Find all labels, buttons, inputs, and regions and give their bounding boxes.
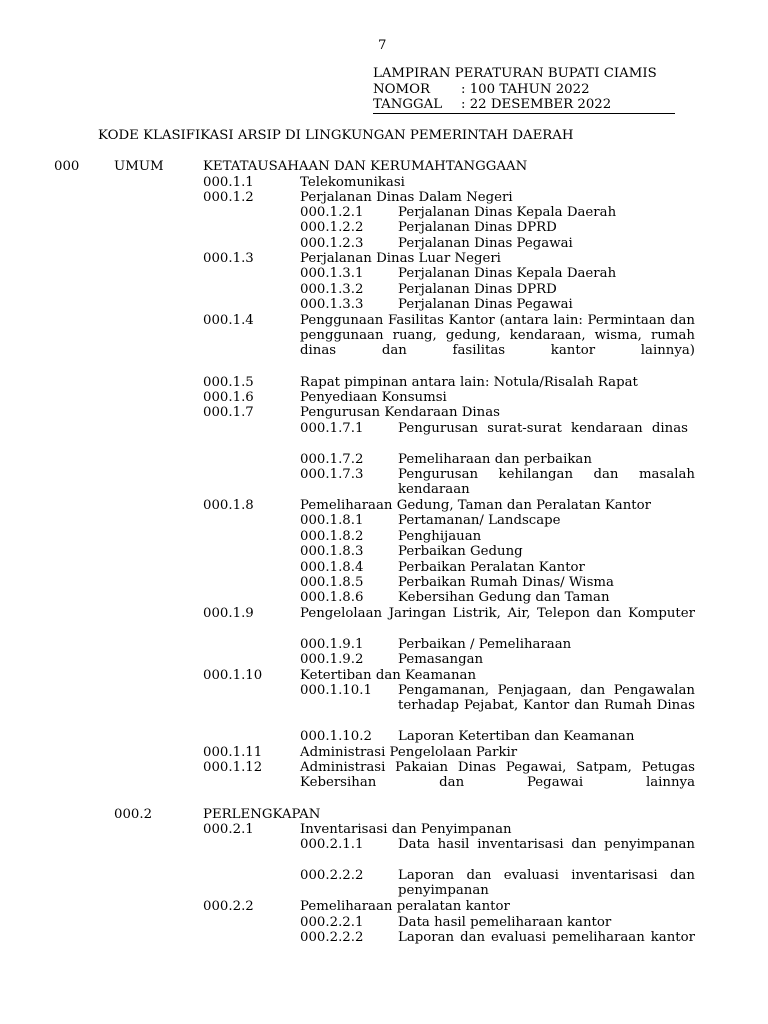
- entry-code: 000.1.2.1: [300, 205, 364, 220]
- entry-code: 000.1.6: [203, 390, 254, 405]
- entry-text: Kebersihan Gedung dan Taman: [398, 590, 610, 605]
- header-underline: [373, 113, 675, 114]
- entry-text: Perjalanan Dinas Kepala Daerah: [398, 266, 617, 281]
- entry-code: 000.1.8.1: [300, 513, 364, 528]
- entry-text: Inventarisasi dan Penyimpanan: [300, 822, 512, 837]
- header-nomor-value: : 100 TAHUN 2022: [461, 82, 590, 97]
- entry-code: 000.1.8.5: [300, 575, 364, 590]
- entry-code: 000.2.1: [203, 822, 254, 837]
- entry-text: Penghijauan: [398, 529, 482, 544]
- entry-code: 000.1.11: [203, 745, 263, 760]
- entry-text: Administrasi Pengelolaan Parkir: [300, 745, 518, 760]
- entry-text: Laporan Ketertiban dan Keamanan: [398, 729, 635, 744]
- entry-code: 000.1.2: [203, 190, 254, 205]
- entry-code: 000.1.5: [203, 375, 254, 390]
- main-code: 000: [54, 159, 80, 174]
- entry-text: Penyediaan Konsumsi: [300, 390, 447, 405]
- entry-code: 000.1.8.2: [300, 529, 364, 544]
- main-sub-heading: KETATAUSAHAAN DAN KERUMAHTANGGAAN: [203, 159, 528, 174]
- entry-text: Perjalanan Dinas Dalam Negeri: [300, 190, 513, 205]
- section-heading: PERLENGKAPAN: [203, 807, 321, 822]
- entry-text: Administrasi Pakaian Dinas Pegawai, Satpam, Petugas Kebersihan dan Pegawai lainnya: [300, 760, 695, 790]
- entry-code: 000.1.7.1: [300, 421, 364, 436]
- entry-text: Pengurusan Kendaraan Dinas: [300, 405, 500, 420]
- entry-code: 000.1.3.1: [300, 266, 364, 281]
- entry-text: Perbaikan Peralatan Kantor: [398, 560, 585, 575]
- entry-code: 000.1.7.2: [300, 452, 364, 467]
- entry-code: 000.1.8.3: [300, 544, 364, 559]
- entry-text: Telekomunikasi: [300, 175, 405, 190]
- entry-code: 000.1.10.2: [300, 729, 372, 744]
- entry-code: 000.1.7: [203, 405, 254, 420]
- entry-text: Pemeliharaan peralatan kantor: [300, 899, 510, 914]
- entry-code: 000.1.3: [203, 251, 254, 266]
- entry-code: 000.2.2.1: [300, 915, 364, 930]
- entry-text: Pengelolaan Jaringan Listrik, Air, Telepon dan Komputer: [300, 606, 695, 621]
- section-code: 000.2: [114, 807, 153, 822]
- header-tanggal-value: : 22 DESEMBER 2022: [461, 97, 612, 112]
- entry-text: Perbaikan Rumah Dinas/ Wisma: [398, 575, 614, 590]
- entry-text: Perjalanan Dinas Pegawai: [398, 236, 573, 251]
- entry-code: 000.1.1: [203, 175, 254, 190]
- entry-text: Ketertiban dan Keamanan: [300, 668, 477, 683]
- entry-text: Perjalanan Dinas DPRD: [398, 220, 557, 235]
- entry-code: 000.1.9: [203, 606, 254, 621]
- entry-code: 000.1.3.3: [300, 297, 364, 312]
- entry-text: Pemeliharaan Gedung, Taman dan Peralatan Kantor: [300, 498, 651, 513]
- header-nomor-label: NOMOR: [373, 82, 431, 97]
- entry-code: 000.1.7.3: [300, 467, 364, 482]
- entry-code: 000.2.2.2: [300, 930, 364, 945]
- entry-code: 000.1.9.1: [300, 637, 364, 652]
- entry-code: 000.1.12: [203, 760, 263, 775]
- page-number: 7: [378, 38, 387, 53]
- entry-text: Pengurusan kehilangan dan masalah kendaraan: [398, 467, 695, 497]
- header-tanggal-label: TANGGAL: [373, 97, 443, 112]
- entry-code: 000.1.9.2: [300, 652, 364, 667]
- entry-code: 000.1.10: [203, 668, 263, 683]
- entry-text: Penggunaan Fasilitas Kantor (antara lain: Permintaan dan penggunaan ruang, gedung, kendaraan, wisma, rumah dinas dan fasilitas kantor lainnya): [300, 313, 695, 358]
- entry-text: Perbaikan Gedung: [398, 544, 523, 559]
- entry-text: Perjalanan Dinas Luar Negeri: [300, 251, 501, 266]
- entry-text: Laporan dan evaluasi inventarisasi dan penyimpanan: [398, 868, 695, 898]
- entry-code: 000.1.8.6: [300, 590, 364, 605]
- entry-text: Pengurusan surat-surat kendaraan dinas: [398, 421, 688, 436]
- entry-text: Perjalanan Dinas Kepala Daerah: [398, 205, 617, 220]
- entry-code: 000.1.2.3: [300, 236, 364, 251]
- entry-code: 000.1.8: [203, 498, 254, 513]
- entry-text: Pengamanan, Penjagaan, dan Pengawalan terhadap Pejabat, Kantor dan Rumah Dinas: [398, 683, 695, 713]
- entry-text: Rapat pimpinan antara lain: Notula/Risalah Rapat: [300, 375, 638, 390]
- entry-code: 000.2.1.1: [300, 837, 364, 852]
- entry-text: Perbaikan / Pemeliharaan: [398, 637, 572, 652]
- entry-text: Data hasil pemeliharaan kantor: [398, 915, 612, 930]
- header-title: LAMPIRAN PERATURAN BUPATI CIAMIS: [373, 66, 657, 81]
- entry-text: Laporan dan evaluasi pemeliharaan kantor: [398, 930, 695, 945]
- entry-text: Pemasangan: [398, 652, 484, 667]
- document-title: KODE KLASIFIKASI ARSIP DI LINGKUNGAN PEMERINTAH DAERAH: [98, 128, 574, 143]
- entry-text: Perjalanan Dinas Pegawai: [398, 297, 573, 312]
- main-name: UMUM: [114, 159, 164, 174]
- entry-code: 000.1.4: [203, 313, 254, 328]
- entry-code: 000.1.2.2: [300, 220, 364, 235]
- entry-text: Perjalanan Dinas DPRD: [398, 282, 557, 297]
- entry-code: 000.1.8.4: [300, 560, 364, 575]
- entry-code: 000.1.3.2: [300, 282, 364, 297]
- entry-code: 000.2.2.2: [300, 868, 364, 883]
- entry-code: 000.1.10.1: [300, 683, 372, 698]
- entry-code: 000.2.2: [203, 899, 254, 914]
- entry-text: Data hasil inventarisasi dan penyimpanan: [398, 837, 695, 852]
- entry-text: Pemeliharaan dan perbaikan: [398, 452, 592, 467]
- entry-text: Pertamanan/ Landscape: [398, 513, 561, 528]
